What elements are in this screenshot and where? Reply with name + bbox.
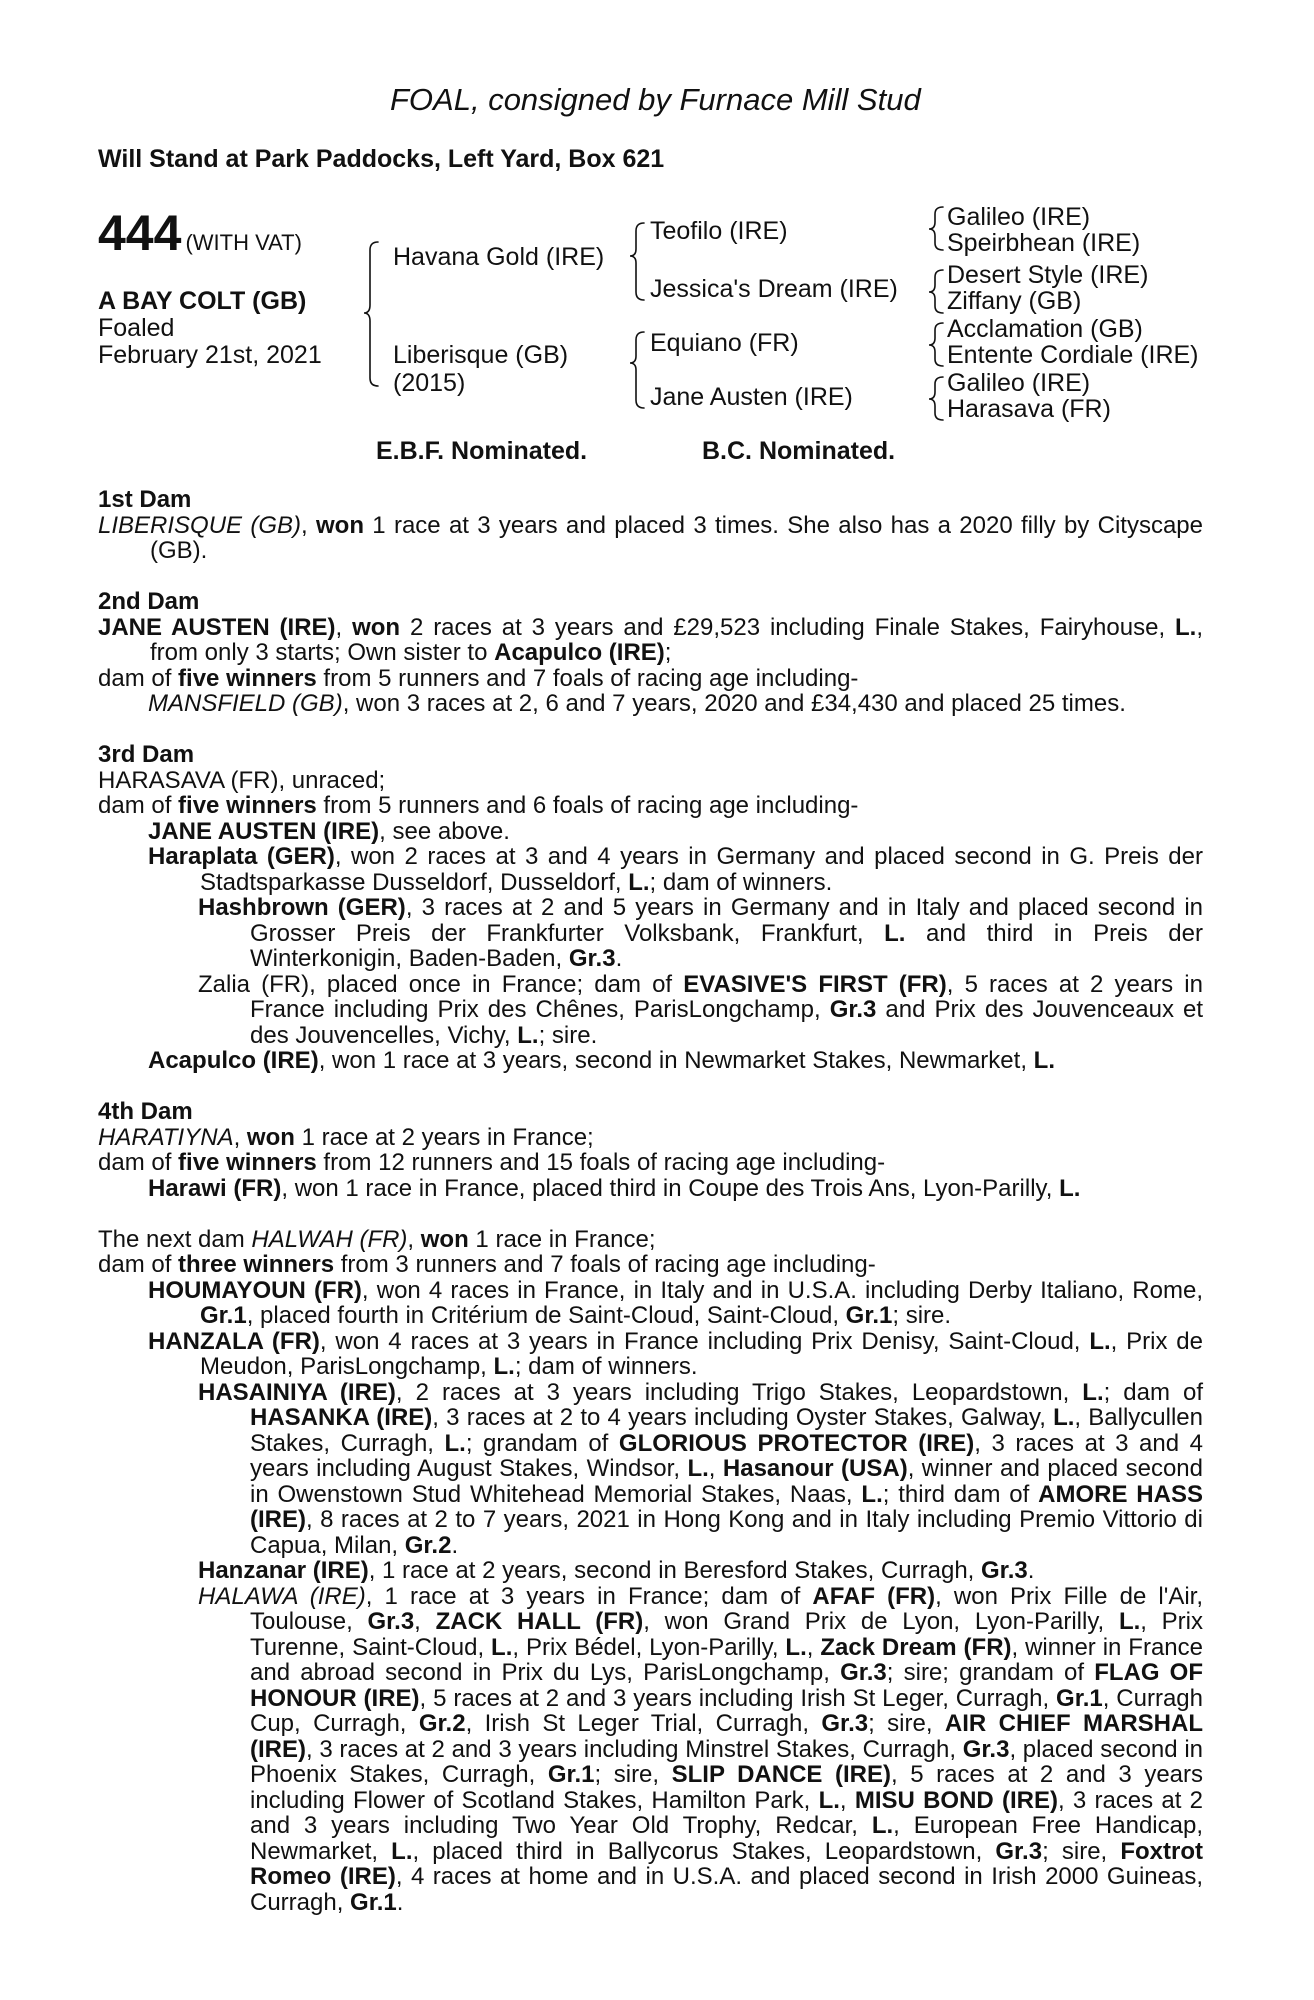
bold-text: Gr.1: [1056, 1684, 1103, 1712]
pedigree-gen3-5: Acclamation (GB): [947, 315, 1143, 343]
bold-text: L.: [1082, 1378, 1104, 1406]
bold-text: Acapulco (IRE): [148, 1047, 319, 1074]
body-text: , Prix Bédel, Lyon-Parilly,: [512, 1633, 786, 1661]
pedigree-gen3-1: Galileo (IRE): [947, 203, 1091, 231]
bold-text: L.: [884, 919, 906, 947]
body-text: ,: [233, 1123, 247, 1151]
bold-text: Gr.3: [962, 1735, 1010, 1763]
lot-number: 444: [98, 205, 182, 261]
bold-text: five winners: [178, 664, 317, 692]
body-text: ,: [839, 1786, 855, 1814]
body-text: .: [1027, 1557, 1035, 1584]
bold-text: L.: [818, 1786, 840, 1814]
body-text: from 3 runners and 7 foals of racing age including-: [334, 1251, 876, 1278]
italic-text: MANSFIELD (GB): [148, 690, 343, 717]
body-text: ,: [301, 511, 316, 539]
bc-nomination: B.C. Nominated.: [702, 437, 896, 465]
bold-text: L.: [1053, 1404, 1075, 1431]
bold-text: Gr.3: [981, 1557, 1028, 1584]
bold-text: Gr.3: [568, 945, 616, 972]
bold-text: won: [352, 613, 401, 641]
body-text: and third in Preis der Winterkonigin, Baden-Baden,: [250, 919, 1203, 972]
bold-text: L.: [1033, 1047, 1055, 1074]
ebf-nomination: E.B.F. Nominated.: [376, 437, 588, 465]
body-text: , 3 races at 2 and 3 years including Two Year Old Trophy, Redcar,: [250, 1786, 1203, 1839]
body-text: .: [451, 1531, 459, 1559]
body-text: ; sire.: [538, 1021, 598, 1049]
body-text: , 3 races at 2 and 3 years including Minstrel Stakes, Curragh,: [306, 1735, 963, 1763]
bold-text: won: [420, 1225, 469, 1253]
bold-text: Gr.3: [829, 996, 877, 1023]
bold-text: Zack Dream (FR): [820, 1633, 1012, 1661]
bold-text: L.: [493, 1353, 515, 1380]
body-text: Zalia (FR), placed once in France; dam of: [198, 970, 684, 998]
body-text: , placed second in Phoenix Stakes, Curragh,: [250, 1735, 1204, 1788]
pedigree-gen3-6: Entente Cordiale (IRE): [947, 341, 1199, 369]
body-text: ; sire,: [868, 1710, 945, 1737]
bold-text: Gr.3: [367, 1608, 415, 1635]
body-text: , won 4 races in France, in Italy and in U.S.A. including Derby Italiano, Rome,: [361, 1276, 1203, 1304]
italic-text: HALAWA (IRE): [198, 1582, 366, 1610]
italic-text: LIBERISQUE (GB): [98, 511, 302, 539]
body-text: , won 1 race at 3 years, second in Newmarket Stakes, Newmarket,: [318, 1047, 1034, 1074]
pedigree-dam-dam: Jane Austen (IRE): [650, 383, 853, 411]
second-dam-entry: [98, 615, 1203, 666]
bold-text: L.: [491, 1633, 513, 1661]
body-text: 1 race at 3 years and placed 3 times. She also has a 2020 filly by Cityscape (GB).: [150, 511, 1203, 564]
bold-text: won: [246, 1123, 295, 1151]
pedigree-sire: Havana Gold (IRE): [393, 243, 605, 271]
italic-text: HARATIYNA: [98, 1123, 234, 1151]
body-text: dam of: [98, 1149, 179, 1176]
body-text: ; sire,: [594, 1761, 672, 1788]
body-text: from 5 runners and 7 foals of racing age including-: [316, 664, 859, 692]
bold-text: L.: [391, 1837, 413, 1865]
body-text: , 1 race at 2 years, second in Beresford Stakes, Curragh,: [368, 1557, 982, 1584]
bold-text: AMORE HASS (IRE): [250, 1480, 1203, 1533]
bold-text: Haraplata (GER): [148, 843, 335, 870]
body-text: , 3 races at 3 and 4 years including August Stakes, Windsor,: [250, 1429, 1204, 1482]
bold-text: SLIP DANCE (IRE): [671, 1761, 891, 1788]
body-text: from 5 runners and 6 foals of racing age including-: [316, 792, 859, 819]
bold-text: L.: [517, 1021, 539, 1049]
body-text: HARASAVA (FR), unraced;: [98, 766, 386, 794]
body-text: ,: [335, 613, 353, 641]
bold-text: FLAG OF HONOUR (IRE): [250, 1659, 1203, 1712]
bold-text: Foxtrot Romeo (IRE): [250, 1837, 1204, 1890]
bold-text: JANE AUSTEN (IRE): [148, 817, 380, 845]
body-text: , won 3 races at 2, 6 and 7 years, 2020 and £34,430 and placed 25 times.: [342, 690, 1126, 717]
fifth-dam-produce-summary: [98, 1252, 1203, 1278]
bold-text: Gr.1: [845, 1302, 893, 1329]
body-text: ; grandam of: [465, 1429, 619, 1457]
body-text: , 5 races at 2 and 3 years including Flower of Scotland Stakes, Hamilton Park,: [250, 1761, 1204, 1814]
bold-text: L.: [1175, 613, 1197, 641]
horse-description: A BAY COLT (GB): [98, 287, 307, 315]
body-text: dam of: [98, 664, 179, 692]
body-text: , Irish St Leger Trial, Curragh,: [465, 1710, 822, 1737]
body-text: , won 1 race in France, placed third in Coupe des Trois Ans, Lyon-Parilly,: [281, 1174, 1060, 1202]
body-text: , 4 races at home and in U.S.A. and placed second in Irish 2000 Guineas, Curragh,: [250, 1863, 1203, 1916]
bold-text: L.: [785, 1633, 807, 1661]
pedigree-dam: Liberisque (GB): [393, 341, 569, 369]
bold-text: five winners: [178, 1149, 317, 1176]
pedigree-gen3-3: Desert Style (IRE): [947, 261, 1149, 289]
body-text: ; third dam of: [882, 1480, 1039, 1508]
body-text: , winner in France and abroad second in Prix du Lys, ParisLongchamp,: [250, 1633, 1203, 1686]
bold-text: Hashbrown (GER): [198, 894, 406, 921]
body-text: , 8 races at 2 to 7 years, 2021 in Hong Kong and in Italy including Premio Vittorio di Capua, Milan,: [250, 1506, 1203, 1559]
body-text: , see above.: [379, 817, 510, 845]
body-text: , Prix Turenne, Saint-Cloud,: [250, 1608, 1203, 1661]
body-text: ;: [664, 639, 672, 666]
produce-record: [98, 487, 1203, 1941]
bold-text: won: [316, 511, 364, 539]
stand-location: Will Stand at Park Paddocks, Left Yard, Box 621: [98, 145, 665, 173]
fifth-dam-produce-1: [98, 1278, 1203, 1329]
third-dam-grandproduce-2: [98, 972, 1203, 1049]
fifth-dam-grandproduce-2: [98, 1558, 1203, 1584]
bold-text: Gr.3: [995, 1837, 1043, 1865]
body-text: , placed fourth in Critérium de Saint-Cloud, Saint-Cloud,: [246, 1302, 846, 1329]
body-text: , Ballycullen Stakes, Curragh,: [250, 1404, 1203, 1457]
sale-title: FOAL, consigned by Furnace Mill Stud: [390, 82, 921, 117]
bold-text: Gr.3: [821, 1710, 869, 1737]
body-text: ; dam of winners.: [649, 868, 833, 896]
body-text: , won Grand Prix de Lyon, Lyon-Parilly,: [643, 1608, 1119, 1635]
bold-text: Gr.2: [418, 1710, 466, 1737]
pedigree-sire-sire: Teofilo (IRE): [650, 217, 788, 245]
body-text: , from only 3 starts; Own sister to: [150, 613, 1203, 666]
bold-text: GLORIOUS PROTECTOR (IRE): [618, 1429, 975, 1457]
second-dam-section: [98, 589, 1203, 717]
foaled-date: February 21st, 2021: [98, 341, 322, 369]
bold-text: L.: [444, 1429, 466, 1457]
bold-text: JANE AUSTEN (IRE): [98, 613, 336, 641]
bold-text: five winners: [178, 792, 317, 819]
second-dam-produce-summary: [98, 666, 1203, 692]
bold-text: EVASIVE'S FIRST (FR): [683, 970, 947, 998]
body-text: dam of: [98, 1251, 179, 1278]
body-text: 1 race at 2 years in France;: [294, 1123, 594, 1151]
bold-text: Acapulco (IRE): [494, 639, 665, 666]
bold-text: Gr.1: [350, 1888, 397, 1916]
body-text: ,: [806, 1633, 821, 1661]
body-text: , 2 races at 3 years including Trigo Stakes, Leopardstown,: [395, 1378, 1083, 1406]
bold-text: HASAINIYA (IRE): [198, 1378, 396, 1406]
body-text: ,: [708, 1455, 723, 1482]
fifth-dam-grandproduce-1: [98, 1380, 1203, 1559]
third-dam-produce-2: [98, 844, 1203, 895]
fifth-dam-produce-2: [98, 1329, 1203, 1380]
bold-text: Gr.1: [200, 1302, 247, 1329]
first-dam-section: [98, 487, 1203, 564]
body-text: ,: [414, 1608, 436, 1635]
bold-text: Gr.1: [547, 1761, 595, 1788]
fifth-dam-section: [98, 1227, 1203, 1916]
third-dam-produce-summary: [98, 793, 1203, 819]
body-text: .: [396, 1888, 404, 1916]
pedigree-gen3-4: Ziffany (GB): [947, 287, 1082, 315]
third-dam-entry: [98, 768, 1203, 794]
body-text: ; dam of winners.: [514, 1353, 698, 1380]
bold-text: ZACK HALL (FR): [435, 1608, 644, 1635]
fourth-dam-produce-1: [98, 1176, 1203, 1202]
pedigree-gen3-8: Harasava (FR): [947, 395, 1111, 423]
body-text: , placed third in Ballycorus Stakes, Leopardstown,: [412, 1837, 996, 1865]
third-dam-grandproduce-1: [98, 895, 1203, 972]
fourth-dam-section: [98, 1099, 1203, 1201]
body-text: , 1 race at 3 years in France; dam of: [365, 1582, 813, 1610]
body-text: dam of: [98, 792, 179, 819]
bold-text: HASANKA (IRE): [250, 1404, 433, 1431]
bold-text: Hanzanar (IRE): [198, 1557, 369, 1584]
bold-text: L.: [1059, 1174, 1081, 1202]
pedigree-sire-dam: Jessica's Dream (IRE): [650, 275, 898, 303]
body-text: , Prix de Meudon, ParisLongchamp,: [200, 1327, 1204, 1380]
pedigree-dam-sire: Equiano (FR): [650, 329, 799, 357]
body-text: The next dam: [98, 1225, 252, 1253]
bold-text: L.: [1118, 1608, 1141, 1635]
bold-text: HOUMAYOUN (FR): [148, 1276, 362, 1304]
body-text: from 12 runners and 15 foals of racing age including-: [316, 1149, 886, 1176]
body-text: , won 4 races at 3 years in France including Prix Denisy, Saint-Cloud,: [319, 1327, 1090, 1355]
third-dam-heading: 3rd Dam: [98, 741, 195, 768]
third-dam-produce-3: [98, 1048, 1203, 1074]
body-text: and Prix des Jouvenceaux et des Jouvencelles, Vichy,: [250, 996, 1203, 1049]
second-dam-produce-1: [98, 691, 1203, 717]
third-dam-produce-1: [98, 819, 1203, 845]
bold-text: L.: [628, 868, 650, 896]
body-text: , 3 races at 2 to 4 years including Oyster Stakes, Galway,: [432, 1404, 1054, 1431]
body-text: ; sire; grandam of: [886, 1659, 1095, 1686]
body-text: 2 races at 3 years and £29,523 including Finale Stakes, Fairyhouse,: [400, 613, 1175, 641]
body-text: , Curragh Cup, Curragh,: [250, 1684, 1203, 1737]
body-text: ,: [407, 1225, 421, 1253]
vat-note: (WITH VAT): [185, 230, 302, 255]
bold-text: Gr.3: [840, 1659, 887, 1686]
fifth-dam-entry: [98, 1227, 1203, 1253]
bold-text: three winners: [178, 1251, 335, 1278]
body-text: ; sire.: [892, 1302, 952, 1329]
bold-text: L.: [687, 1455, 709, 1482]
bold-text: AIR CHIEF MARSHAL (IRE): [250, 1710, 1203, 1763]
bold-text: Hasanour (USA): [722, 1455, 908, 1482]
third-dam-section: [98, 742, 1203, 1074]
body-text: , 5 races at 2 and 3 years including Irish St Leger, Curragh,: [419, 1684, 1057, 1712]
fifth-dam-grandproduce-3: [98, 1584, 1203, 1916]
pedigree-gen3-7: Galileo (IRE): [947, 369, 1091, 397]
body-text: ; dam of: [1103, 1378, 1203, 1406]
pedigree-dam-year: (2015): [393, 369, 466, 397]
body-text: , winner and placed second in Owenstown Stud Whitehead Memorial Stakes, Naas,: [250, 1455, 1203, 1508]
body-text: , 3 races at 2 and 5 years in Germany and in Italy and placed second in Grosser Preis der Frankfurter Volksbank, Frankfurt,: [250, 894, 1204, 947]
bold-text: L.: [861, 1480, 883, 1508]
bold-text: MISU BOND (IRE): [854, 1786, 1058, 1814]
body-text: .: [615, 945, 623, 972]
italic-text: HALWAH (FR): [251, 1225, 408, 1253]
pedigree-gen3-2: Speirbhean (IRE): [947, 229, 1141, 257]
foaled-label: Foaled: [98, 314, 175, 342]
body-text: , won 2 races at 3 and 4 years in Germany and placed second in G. Preis der Stadtsparkasse Dusseldorf, Dusseldorf,: [200, 843, 1203, 896]
body-text: ; sire,: [1042, 1837, 1121, 1865]
bold-text: L.: [1089, 1327, 1111, 1355]
fourth-dam-heading: 4th Dam: [98, 1098, 193, 1125]
second-dam-heading: 2nd Dam: [98, 588, 200, 615]
bold-text: L.: [871, 1812, 894, 1839]
body-text: 1 race in France;: [468, 1225, 656, 1253]
fourth-dam-produce-summary: [98, 1150, 1203, 1176]
bold-text: Gr.2: [404, 1531, 452, 1559]
body-text: , won Prix Fille de l'Air, Toulouse,: [250, 1582, 1204, 1635]
first-dam-heading: 1st Dam: [98, 486, 192, 513]
body-text: , European Free Handicap, Newmarket,: [250, 1812, 1203, 1865]
fourth-dam-entry: [98, 1125, 1203, 1151]
bold-text: HANZALA (FR): [148, 1327, 320, 1355]
first-dam-entry: [98, 513, 1203, 564]
bold-text: AFAF (FR): [812, 1582, 936, 1610]
bold-text: Harawi (FR): [148, 1174, 282, 1202]
body-text: , 5 races at 2 years in France including Prix des Chênes, ParisLongchamp,: [250, 970, 1203, 1023]
